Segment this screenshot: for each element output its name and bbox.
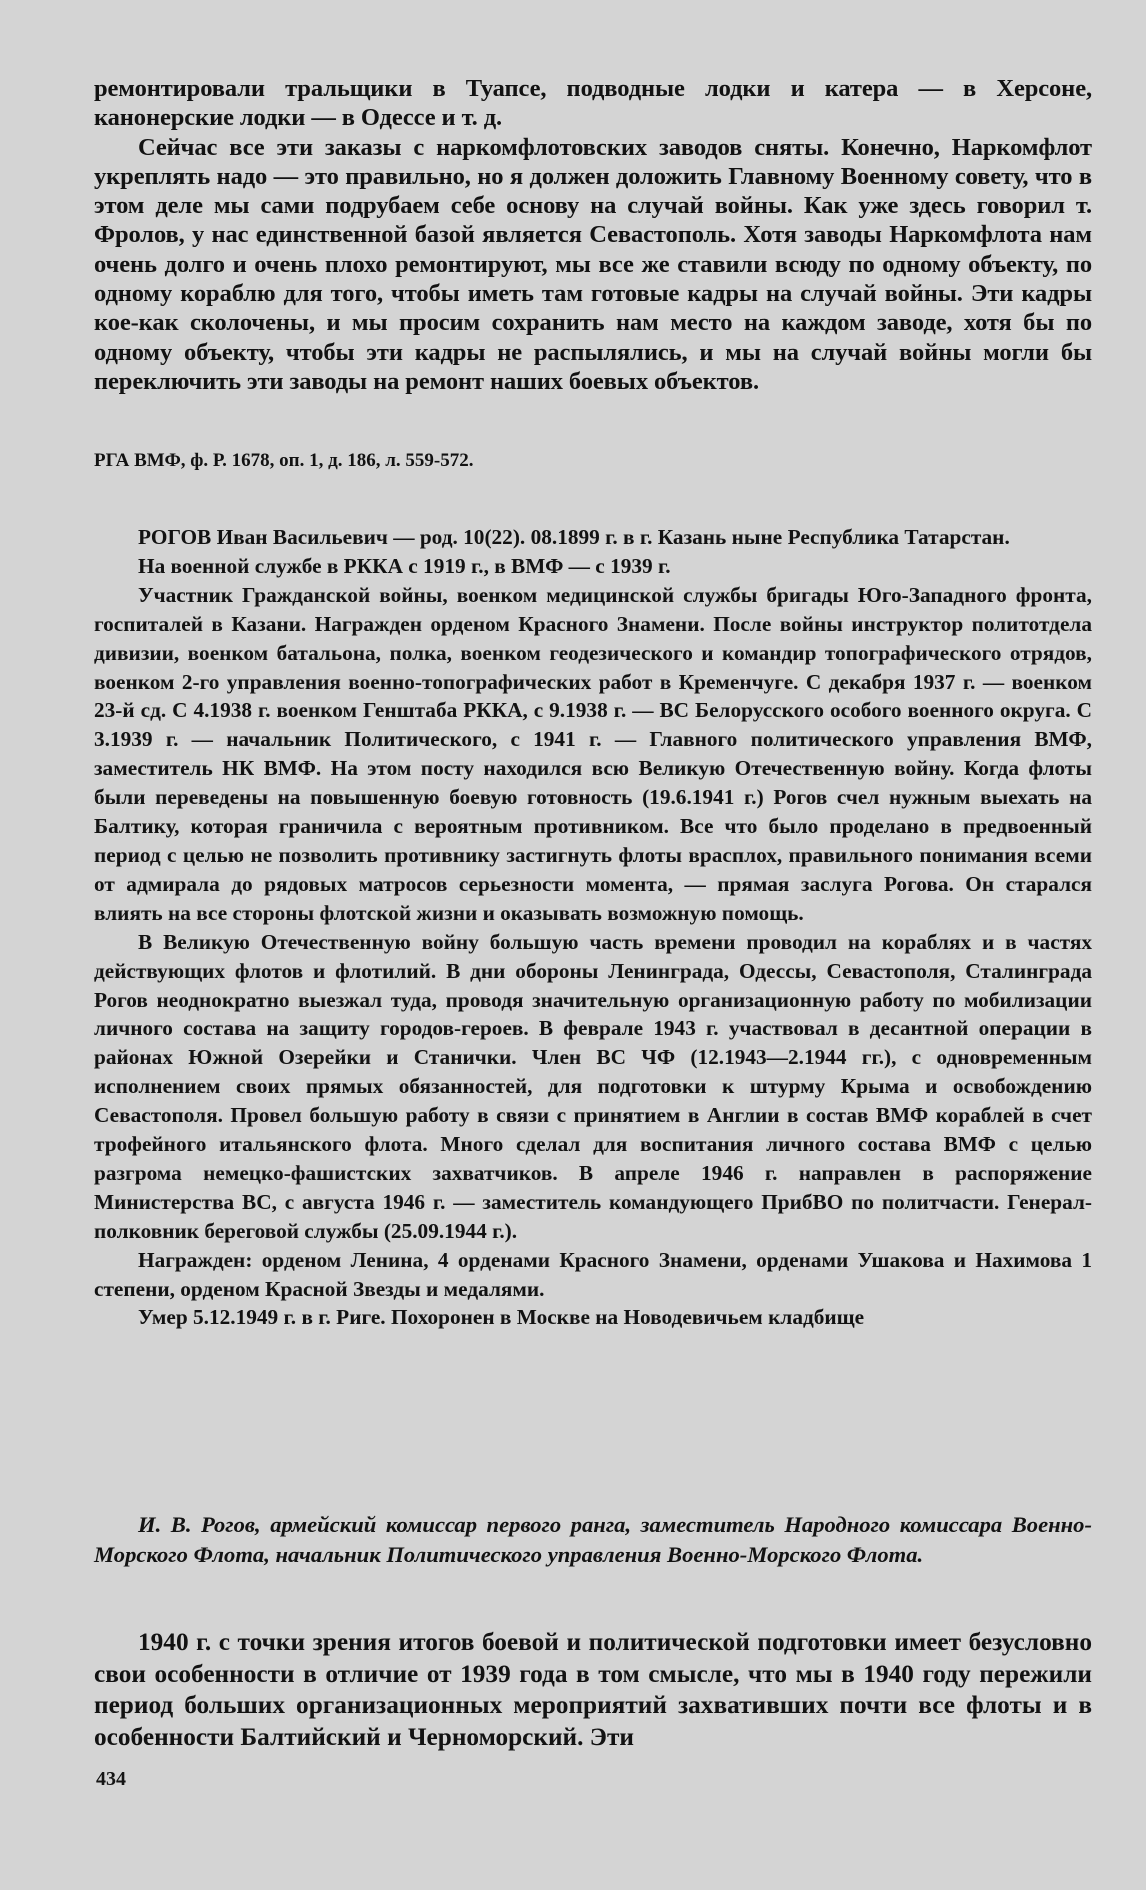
speech-paragraph: 1940 г. с точки зрения итогов боевой и политической подготовки имеет безусловно свои особенности в отличие от 1939 года в том смысле, что мы в 1940 году пережили период больших организационных мероприятий захвативших почти все флоты и в особенности Балтийский и Черноморский. Эти <box>94 1628 1092 1751</box>
speech-caption-block <box>94 1510 1092 1570</box>
opening-text-block <box>94 74 1092 396</box>
archive-source-reference: РГА ВМФ, ф. Р. 1678, оп. 1, д. 186, л. 559-572. <box>94 450 474 471</box>
biography-death-paragraph: Умер 5.12.1949 г. в г. Риге. Похоронен в Москве на Новодевичьем кладбище <box>138 1305 865 1330</box>
biography-block <box>94 523 1092 1332</box>
speech-caption: И. В. Рогов, армейский комиссар первого ранга, заместитель Народного комиссара Военно-Морского Флота, начальник Политического управления Военно-Морского Флота. <box>94 1512 1092 1567</box>
biography-heading-paragraph: РОГОВ Иван Васильевич — род. 10(22). 08.1899 г. в г. Казань ныне Республика Татарстан. <box>138 525 1010 549</box>
body-paragraph: Сейчас все эти заказы с наркомфлотовских заводов сняты. Конечно, Наркомфлот укреплять надо — это правильно, но я должен доложить Главному Военному совету, что в этом деле мы сами подрубаем себе основу на случай войны. Как уже здесь говорил т. Фролов, у нас единственной базой является Севастополь. Хотя заводы Наркомфлота нам очень долго и очень плохо ремонтируют, мы все же ставили всюду по одному объекту, по одному кораблю для того, чтобы иметь там готовые кадры на случай войны. Эти кадры кое-как сколочены, и мы просим сохранить нам место на каждом заводе, хотя бы по одному объекту, чтобы эти кадры не распылялись, и мы на случай войны могли бы переключить эти заводы на ремонт наших боевых объектов. <box>94 133 1092 395</box>
biography-war-paragraph: В Великую Отечественную войну большую часть времени проводил на кораблях и в частях действующих флотов и флотилий. В дни обороны Ленинграда, Одессы, Севастополя, Сталинграда Рогов неоднократно выезжал туда, проводя значительную организационную работу по мобилизации личного состава на защиту городов-героев. В феврале 1943 г. участвовал в десантной операции в районах Южной Озерейки и Станички. Член ВС ЧФ (12.1943—2.1944 гг.), с одновременным исполнением своих прямых обязанностей, для подготовки к штурму Крыма и освобождению Севастополя. Провел большую работу в связи с принятием в Англии в состав ВМФ кораблей в счет трофейного итальянского флота. Много сделал для воспитания личного состава ВМФ с целью разгрома немецко-фашистских захватчиков. В апреле 1946 г. направлен в распоряжение Министерства ВС, с августа 1946 г. — заместитель командующего ПрибВО по политчасти. Генерал-полковник береговой службы (25.09.1944 г.). <box>94 929 1092 1243</box>
page-number: 434 <box>96 1768 126 1790</box>
archive-source-block <box>94 449 1092 473</box>
biography-service-paragraph: На военной службе в РККА с 1919 г., в ВМФ — с 1939 г. <box>138 553 671 578</box>
biography-awards-paragraph: Награжден: орденом Ленина, 4 орденами Красного Знамени, орденами Ушакова и Нахимова 1 степени, орденом Красной Звезды и медалями. <box>94 1247 1092 1301</box>
biography-career-paragraph: Участник Гражданской войны, военком медицинской службы бригады Юго-Западного фронта, госпиталей в Казани. Награжден орденом Красного Знамени. После войны инструктор политотдела дивизии, военком батальона, полка, военком геодезического и командир топографического отрядов, военком 2-го управления военно-топографических работ в Кременчуге. С декабря 1937 г. — военком 23-й сд. С 4.1938 г. военком Генштаба РККА, с 9.1938 г. — ВС Белорусского особого военного округа. С 3.1939 г. — начальник Политического, с 1941 г. — Главного политического управления ВМФ, заместитель НК ВМФ. На этом посту находился всю Великую Отечественную войну. Когда флоты были переведены на повышенную боевую готовность (19.6.1941 г.) Рогов счел нужным выехать на Балтику, которая граничила с вероятным противником. Все что было проделано в предвоенный период с целью не позволить противнику застигнуть флоты врасплох, правильного понимания всеми от адмирала до рядовых матросов серьезности момента, — прямая заслуга Рогова. Он старался влиять на все стороны флотской жизни и оказывать возможную помощь. <box>94 582 1092 925</box>
speech-text-block <box>94 1627 1092 1753</box>
continued-paragraph: ремонтировали тральщики в Туапсе, подводные лодки и катера — в Херсоне, канонерские лодки — в Одессе и т. д. <box>94 75 1092 132</box>
